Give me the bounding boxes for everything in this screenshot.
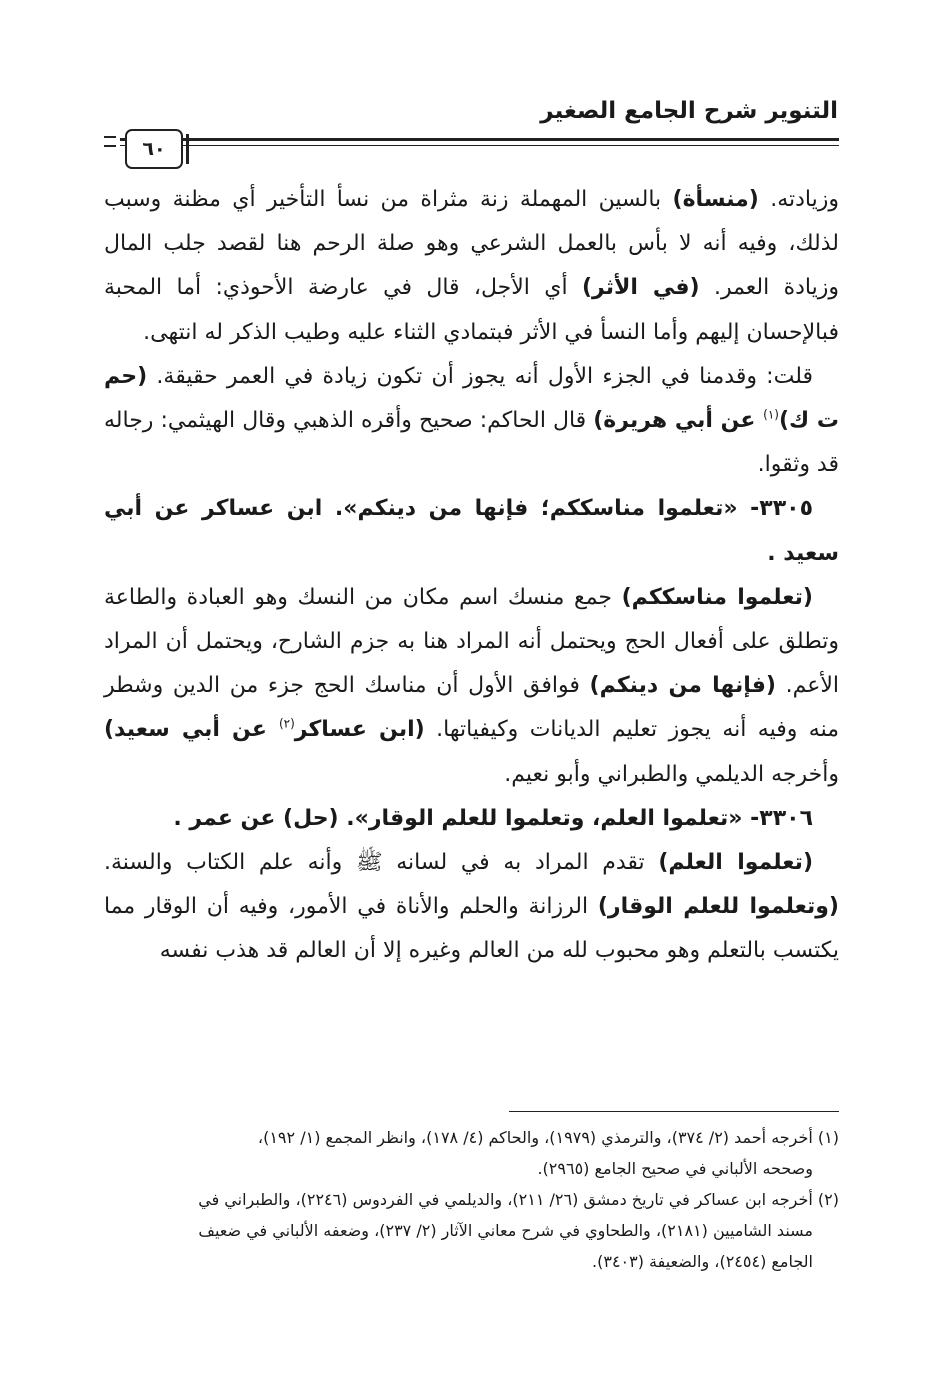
page-number-frame: [125, 129, 183, 169]
bold-term: (تعلموا العلم): [658, 850, 813, 876]
text-run: قال الحاكم: صحيح وأقره الذهبي وقال الهيثمي: رجاله قد وثقوا.: [104, 408, 839, 478]
hadith-heading-3306: ٣٣٠٦- «تعلموا العلم، وتعلموا للعلم الوقار». (حل) عن عمر .: [173, 805, 813, 831]
bold-term: (فإنها من دينكم): [589, 673, 776, 699]
running-header-title: التنوير شرح الجامع الصغير: [540, 98, 838, 124]
footnote-1-line-1: (١) أخرجه أحمد (٢/ ٣٧٤)، والترمذي (١٩٧٩)، والحاكم (٤/ ١٧٨)، وانظر المجمع (١/ ١٩٢)،: [257, 1128, 839, 1147]
footnote-2-line-2: مسند الشاميين (٢١٨١)، والطحاوي في شرح معاني الآثار (٢/ ٢٣٧)، وضعفه الألباني في ضعيف: [198, 1221, 813, 1240]
bold-term: عن أبي هريرة): [593, 408, 764, 434]
text-run: بالسين المهملة زنة مثراة من نسأ التأخير أي مظنة وسبب لذلك، وفيه أنه لا بأس بالعمل الشرعي وهو صلة الرحم هنا لقصد جلب المال وزيادة العمر.: [104, 187, 839, 301]
text-run: الرزانة والحلم والأناة في الأمور، وفيه أن الوقار مما يكتسب بالتعلم وهو محبوب لله من العالم وغيره إلا أن العالم قد هذب نفسه: [104, 894, 839, 964]
main-text: [104, 178, 839, 974]
footnote-2-line-3: الجامع (٢٤٥٤)، والضعيفة (٣٤٠٣).: [592, 1252, 813, 1271]
text-run: فوافق الأول أن مناسك الحج جزء من الدين وشطر منه وفيه أنه يجوز تعليم الديانات وكيفياتها.: [104, 673, 840, 743]
footnote-ref-1[interactable]: (١): [763, 407, 779, 422]
text-run: جمع منسك اسم مكان من النسك وهو العبادة والطاعة وتطلق على أفعال الحج ويحتمل أنه المراد هنا به جزم الشارح، ويحتمل أن المراد الأعم.: [104, 584, 839, 699]
bold-term: (تعلموا مناسككم): [621, 584, 813, 610]
header-rule-thick: [120, 138, 839, 141]
bold-term: (ابن عساكر: [294, 717, 425, 743]
text-run: تقدم المراد به في لسانه ﷺ وأنه علم الكتاب والسنة.: [104, 850, 659, 876]
text-run: أي الأجل، قال في عارضة الأحوذي: أما المحبة فبالإحسان إليهم وأما النسأ في الأثر فبتمادي الثناء عليه وطيب الذكر له انتهى.: [104, 275, 839, 345]
paragraph-4: [104, 841, 839, 974]
footnote-2-line-1: (٢) أخرجه ابن عساكر في تاريخ دمشق (٢٦/ ٢١١)، والديلمي في الفردوس (٢٢٤٦)، والطبراني في: [198, 1190, 839, 1209]
hadith-heading-3305: ٣٣٠٥- «تعلموا مناسككم؛ فإنها من دينكم». ابن عساكر عن أبي سعيد .: [104, 496, 839, 566]
bold-term: (حم ت ك): [104, 363, 839, 434]
text-run: قلت: وقدمنا في الجزء الأول أنه يجوز أن تكون زيادة في العمر حقيقة.: [147, 363, 813, 389]
paragraph-1: [104, 178, 839, 355]
bold-term: (في الأثر): [581, 275, 700, 301]
bold-term: (منسأة): [672, 187, 759, 212]
paragraph-3: [104, 576, 839, 797]
header-rule-thin: [120, 145, 839, 146]
footnote-separator: [509, 1111, 839, 1112]
bold-term: (وتعلموا للعلم الوقار): [597, 894, 839, 920]
page-number: ٦٠: [142, 138, 166, 160]
bold-term: عن أبي سعيد): [104, 717, 279, 743]
header-rule-end-mark: [104, 136, 116, 147]
paragraph-2: [104, 355, 839, 488]
footnotes: [104, 1122, 839, 1277]
text-run: وأخرجه الديلمي والطبراني وأبو نعيم.: [504, 761, 839, 787]
text-run: وزيادته.: [758, 187, 839, 212]
footnote-1-line-2: وصححه الألباني في صحيح الجامع (٢٩٦٥).: [537, 1159, 813, 1178]
footnote-ref-2[interactable]: (٢): [278, 717, 295, 732]
